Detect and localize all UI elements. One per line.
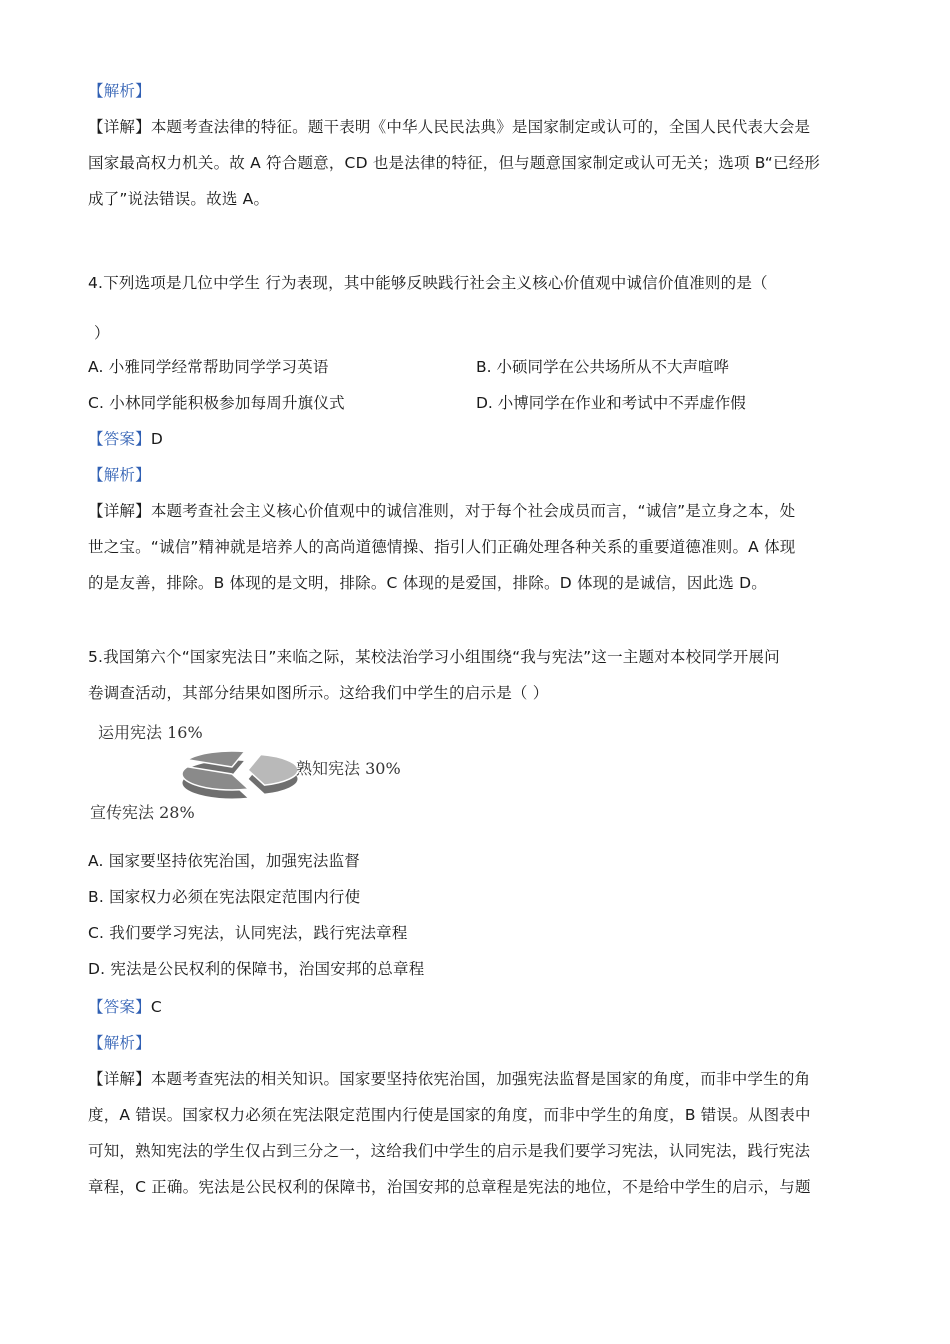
q4-answer-tag: 【答案】 — [88, 430, 151, 448]
q3-detail-tag: 【详解】 — [88, 118, 151, 136]
q5-option-d: D. 宪法是公民权利的保障书，治国安邦的总章程 — [88, 960, 425, 978]
q5-answer-tag: 【答案】 — [88, 998, 151, 1016]
q4-detail-line-3: 的是友善，排除。B 体现的是文明，排除。C 体现的是爱国，排除。D 体现的是诚信，因此选 D。 — [88, 574, 767, 592]
q5-option-a: A. 国家要坚持依宪治国，加强宪法监督 — [88, 852, 360, 870]
q4-answer-line — [88, 428, 868, 450]
q5-detail-line-2: 度，A 错误。国家权力必须在宪法限定范围内行使是国家的角度，而非中学生的角度，B 错误。从图表中 — [88, 1106, 811, 1124]
q4-option-a: A. 小雅同学经常帮助同学学习英语 — [88, 358, 329, 376]
q4-stem-line-1: 4.下列选项是几位中学生 行为表现，其中能够反映践行社会主义核心价值观中诚信价值准则的是（ — [88, 274, 768, 292]
q5-stem-line-2: 卷调查活动，其部分结果如图所示。这给我们中学生的启示是（ ） — [88, 684, 549, 702]
q5-analysis-tag: 【解析】 — [88, 1034, 151, 1052]
q4-option-d: D. 小博同学在作业和考试中不弄虚作假 — [476, 394, 746, 412]
survey-pie-chart — [88, 718, 448, 830]
q3-detail-line-3: 成了”说法错误。故选 A。 — [88, 190, 270, 208]
q4-detail-line-2: 世之宝。“诚信”精神就是培养人的高尚道德情操、指引人们正确处理各种关系的重要道德准则。A 体现 — [88, 538, 796, 556]
q3-analysis-tag: 【解析】 — [88, 82, 151, 100]
q3-detail-line-2: 国家最高权力机关。故 A 符合题意，CD 也是法律的特征，但与题意国家制定或认可无关；选项 B“已经形 — [88, 154, 821, 172]
q5-detail-line-1: 【详解】本题考查宪法的相关知识。国家要坚持依宪治国，加强宪法监督是国家的角度，而非中学生的角 — [88, 1070, 811, 1088]
q4-detail-line-1: 【详解】本题考查社会主义核心价值观中的诚信准则，对于每个社会成员而言，“诚信”是立身之本，处 — [88, 502, 796, 520]
label-apply-constitution: 运用宪法 16% — [98, 723, 203, 742]
pie-slices — [182, 751, 298, 799]
q5-option-b: B. 国家权力必须在宪法限定范围内行使 — [88, 888, 361, 906]
q4-stem-line-2: ） — [94, 324, 110, 342]
q5-detail-tag: 【详解】 — [88, 1070, 151, 1088]
q4-option-c: C. 小林同学能积极参加每周升旗仪式 — [88, 394, 345, 412]
q4-detail-tag: 【详解】 — [88, 502, 151, 520]
q5-option-c: C. 我们要学习宪法，认同宪法，践行宪法章程 — [88, 924, 408, 942]
label-know-constitution: 熟知宪法 30% — [296, 759, 401, 778]
q4-analysis-tag: 【解析】 — [88, 466, 151, 484]
q3-detail-line-1: 【详解】本题考查法律的特征。题干表明《中华人民民法典》是国家制定或认可的，全国人民代表大会是 — [88, 118, 811, 136]
q5-stem-line-1: 5.我国第六个“国家宪法日”来临之际，某校法治学习小组围绕“我与宪法”这一主题对本校同学开展问 — [88, 648, 780, 666]
q5-answer-line — [88, 996, 868, 1018]
q4-answer: D — [150, 430, 163, 448]
q5-detail-line-4: 章程，C 正确。宪法是公民权利的保障书，治国安邦的总章程是宪法的地位，不是给中学生的启示，与题 — [88, 1178, 811, 1196]
q5-answer: C — [150, 998, 162, 1016]
q4-option-b: B. 小硕同学在公共场所从不大声喧哗 — [476, 358, 729, 376]
label-promote-constitution: 宣传宪法 28% — [90, 803, 195, 822]
q5-detail-line-3: 可知，熟知宪法的学生仅占到三分之一，这给我们中学生的启示是我们要学习宪法，认同宪法，践行宪法 — [88, 1142, 811, 1160]
